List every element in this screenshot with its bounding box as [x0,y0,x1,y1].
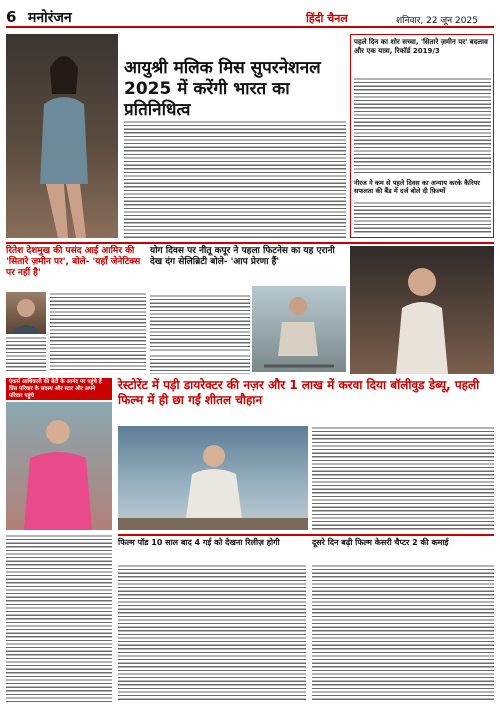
sidebar-headline-1: पहले दिन का शोर सच्चा, 'सितारे ज़मीन पर' बदलाव और एक यात्रा, रिकॉर्ड 2019/3 [354,38,488,55]
story5-photo [6,402,112,530]
neetu-body-2 [150,354,250,374]
neetu-photo [252,286,346,372]
sheetal-body [312,426,494,530]
model-figure-icon [6,34,118,238]
section-title: मनोरंजन [28,10,72,26]
neetu-headline: योग दिवस पर नीतू कपूर ने पहला फिटनेस का यह एरानी देख दंग सेलिब्रिटी बोले- 'आप प्रेरणा हैं' [150,246,335,267]
story5-caption: एंकर्स आधिकारी की बेटी के आनंद पर पहुंचे हैं प्रिंस परिवार के सदस्य और स्टार और अपने परिवार पहुंचे [6,378,112,400]
lead-headline: आयुश्री मलिक मिस सुपरनेशनल 2025 में करेंगी भारत का प्रतिनिधित्व [124,58,321,120]
riteish-body [50,292,146,372]
story5-body [6,534,112,702]
section-divider [6,242,494,244]
lead-photo [6,34,118,238]
riteish-headline: रितेश देशमुख की पसंद आई आमिर की 'सितारे ज़मीन पर', बोले- 'यहाँ जेनेटिक्स पर नहीं है' [6,246,141,278]
page-number: 6 [6,8,17,26]
neetu-body [150,294,250,352]
sidebar-box [350,34,494,238]
woman-seated-icon [118,426,308,530]
riteish-body-2 [6,336,46,372]
lead-body [124,120,346,238]
sheetal-photo [118,426,308,530]
newspaper-brand: हिंदी चैनल [306,12,348,25]
actress-figure-icon [350,246,494,374]
right-column-photo [350,246,494,374]
woman-figure-icon [6,402,112,530]
pod-headline: फिल्म पॉड 10 साल बाद 4 गई को देखना रिलीज़ होगी [118,538,280,547]
riteish-photo [6,292,46,334]
sheetal-headline: रेस्टोरेंट में पड़ी डायरेक्टर की नज़र और 1 लाख में करवा दिया बॉलीवुड डेब्यू, पहली फिल्म में ही छा गईं शीतल चौहान [118,378,480,407]
sidebar-body-2 [354,201,491,235]
kesari-headline: दूसरे दिन बढ़ी फिल्म केसरी चैप्टर 2 की कमाई [312,538,449,547]
sidebar-body-1 [354,77,491,175]
sidebar-headline-2: नीरज ने कम से पहले दिवस का अन्याय करके कैरियर सफलता की बैंड में दर्ज बोले दी फ़िल्मों [354,179,480,195]
kesari-body [312,564,494,702]
issue-date: शनिवार, 22 जून 2025 [396,16,478,26]
yoga-pose-icon [252,286,346,372]
page-header [6,6,494,28]
pod-body [118,564,306,702]
person-icon [6,292,46,334]
bottom-divider [118,534,494,536]
